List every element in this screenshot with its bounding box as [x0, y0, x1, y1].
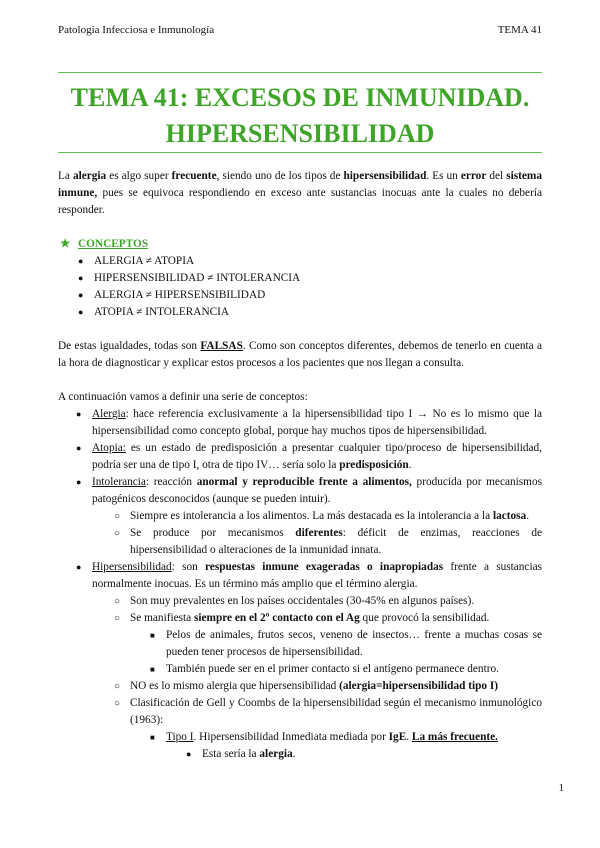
text-run: pues se equivoca respondiendo en exceso ante sustancias inocuas ante la cuales no debería responder. [58, 187, 542, 216]
text-run: . [406, 731, 412, 743]
list-item [58, 746, 542, 763]
title-line-2: HIPERSENSIBILIDAD [165, 119, 435, 148]
bold-underlined-term: La más frecuente. [411, 731, 498, 743]
definition-term: Tipo I [166, 731, 194, 743]
text-run: : son [171, 561, 205, 573]
concepts-heading-label: CONCEPTOS [78, 238, 149, 250]
intro-paragraph [58, 168, 542, 219]
bold-term: IgE [388, 731, 407, 743]
page-title [58, 80, 542, 152]
definitions-intro: A continuación vamos a definir una serie de conceptos: [58, 391, 308, 403]
text-run: Siempre es intolerancia a los alimentos. La más destacada es la intolerancia a la [130, 510, 493, 522]
circle-bullet-icon: ○ [114, 681, 121, 692]
text-run: Son muy prevalentes en los países occidentales (30-45% en algunos países). [130, 595, 475, 607]
concepts-list [58, 253, 542, 321]
list-item [58, 678, 542, 695]
bold-term: frecuente [171, 170, 217, 182]
text-run: es un estado de predisposición a presentar cualquier tipo/proceso de hipersensibilidad, podría ser una de tipo I, otra de tipo IV… sería solo la [92, 442, 542, 471]
list-item [58, 661, 542, 678]
list-item-text: ALERGIA ≠ HIPERSENSIBILIDAD [94, 289, 266, 301]
document-body [58, 168, 542, 763]
list-item [58, 593, 542, 610]
text-run: producida por mecanismos patogénicos desconocidos (aunque se pueden intuir). [92, 476, 542, 505]
bullet-icon: ● [76, 477, 82, 487]
definition-atopia [58, 440, 542, 474]
text-run: : reacción [145, 476, 197, 488]
text-run: que provocó la sensibilidad. [359, 612, 490, 624]
text-run: . Es un [426, 170, 461, 182]
bold-term: alergia [259, 748, 293, 760]
bold-term: alergia [72, 170, 107, 182]
circle-bullet-icon: ○ [114, 613, 121, 624]
text-run: De estas igualdades, todas son [58, 340, 201, 352]
bullet-icon: ● [78, 273, 84, 283]
square-bullet-icon: ■ [150, 631, 155, 640]
circle-bullet-icon: ○ [114, 698, 121, 709]
text-run: : déficit de enzimas, reacciones de hipersensibilidad o alteraciones de la inmunidad innata. [130, 527, 542, 556]
title-line-1: TEMA 41: EXCESOS DE INMUNIDAD. [70, 83, 530, 112]
list-item [58, 729, 542, 746]
text-run: . [292, 748, 296, 760]
definition-term: Alergia [92, 408, 126, 420]
circle-bullet-icon: ○ [114, 511, 121, 522]
text-run: Se produce por mecanismos [130, 527, 296, 539]
concepts-heading [60, 236, 542, 253]
bullet-icon: ● [186, 749, 192, 759]
square-bullet-icon: ■ [150, 733, 155, 742]
list-item-text: HIPERSENSIBILIDAD ≠ INTOLERANCIA [94, 272, 301, 284]
bold-term: hipersensibilidad [343, 170, 427, 182]
page-number: 1 [558, 782, 564, 794]
list-item [58, 508, 542, 525]
bold-term: respuestas inmune exageradas o inapropiadas [205, 561, 444, 573]
text-run: . [408, 459, 412, 471]
list-item [58, 304, 542, 321]
bullet-icon: ● [78, 256, 84, 266]
bold-term: (alergia=hipersensibilidad tipo I) [339, 680, 499, 692]
bullet-icon: ● [76, 409, 82, 419]
list-item [58, 695, 542, 729]
bold-term: siempre en el 2º contacto con el Ag [194, 612, 360, 624]
list-item [58, 525, 542, 559]
running-header-subject: Patología Infecciosa e Inmunología [58, 24, 215, 36]
bullet-icon: ● [78, 307, 84, 317]
definition-intolerancia [58, 474, 542, 508]
text-run: , siendo uno de los tipos de [216, 170, 344, 182]
definition-term: Atopia: [92, 442, 126, 454]
circle-bullet-icon: ○ [114, 596, 121, 607]
text-run: Pelos de animales, frutos secos, veneno de insectos… frente a muchas cosas se pueden tener procesos de hipersensibilidad. [166, 629, 542, 658]
list-item [58, 253, 542, 270]
running-header-topic: TEMA 41 [497, 24, 542, 36]
square-bullet-icon: ■ [150, 665, 155, 674]
text-run: Esta sería la [202, 748, 260, 760]
list-item-text: ALERGIA ≠ ATOPIA [94, 255, 195, 267]
bullet-icon: ● [76, 443, 82, 453]
bold-term: anormal y reproducible frente a alimentos, [196, 476, 412, 488]
bold-term: diferentes [295, 527, 343, 539]
star-icon: ★ [60, 238, 71, 250]
text-run: . Hipersensibilidad Inmediata mediada por [193, 731, 389, 743]
text-run: . Como son conceptos diferentes, debemos de tenerlo en cuenta a la hora de diagnosticar y explicar estos procesos a los pacientes que nos llegan a consulta. [58, 340, 542, 369]
equalities-paragraph [58, 338, 542, 372]
title-rule-bottom [58, 152, 542, 153]
text-run: La [58, 170, 73, 182]
list-item [58, 627, 542, 661]
definition-text: : hace referencia exclusivamente a la hipersensibilidad tipo I → No es lo mismo que la hipersensibilidad como concepto global, porque hay muchos tipos de hipersensibilidad. [92, 408, 542, 437]
definitions-list [58, 406, 542, 763]
list-item-text: ATOPIA ≠ INTOLERANCIA [94, 306, 230, 318]
text-run: del [486, 170, 507, 182]
text-run: . [526, 510, 530, 522]
list-item [58, 287, 542, 304]
definition-alergia [58, 406, 542, 440]
text-run: NO es lo mismo alergia que hipersensibilidad [130, 680, 340, 692]
text-run: Se manifiesta [130, 612, 194, 624]
text-run: Clasificación de Gell y Coombs de la hipersensibilidad según el mecanismo inmunológico (1963): [130, 697, 542, 726]
text-run: es algo super [106, 170, 172, 182]
bullet-icon: ● [78, 290, 84, 300]
definition-hipersensibilidad [58, 559, 542, 593]
bold-term: predisposición [339, 459, 409, 471]
bold-underlined-term: FALSAS [200, 340, 243, 352]
bold-term: lactosa [492, 510, 527, 522]
list-item [58, 270, 542, 287]
list-item [58, 610, 542, 627]
definition-term: Hipersensibilidad [92, 561, 172, 573]
bold-term: sistema inmune, [58, 170, 542, 199]
text-run: frente a sustancias normalmente inocuas. Es un término más amplio que el término alergia. [92, 561, 542, 590]
bold-term: error [460, 170, 487, 182]
title-rule-top [58, 72, 542, 73]
definition-term: Intolerancia [92, 476, 146, 488]
circle-bullet-icon: ○ [114, 528, 121, 539]
text-run: También puede ser en el primer contacto si el antígeno permanece dentro. [166, 663, 499, 675]
bullet-icon: ● [76, 562, 82, 572]
